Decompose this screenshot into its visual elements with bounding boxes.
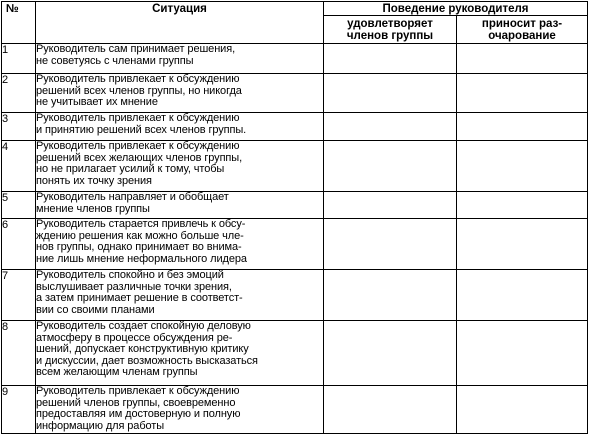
row-number: 2 (2, 74, 36, 113)
situation-text (36, 192, 324, 219)
situation-line: Руководитель старается привлечь к обсу- (36, 218, 246, 230)
disappoints-cell[interactable] (457, 44, 588, 74)
satisfies-cell[interactable] (324, 141, 457, 192)
header-satisfies-line-1: удовлетворяет (347, 18, 433, 30)
situation-line: шений, допускает конструктивную критику (36, 343, 249, 356)
row-number: 1 (2, 44, 36, 74)
row-number: 3 (2, 113, 36, 141)
satisfies-cell[interactable] (324, 386, 457, 434)
situation-line: Руководитель создает спокойную деловую (36, 320, 251, 332)
situation-line: Руководитель привлекает к обсуждению (36, 385, 240, 397)
situation-line: Руководитель спокойно и без эмоций (36, 269, 224, 281)
table-row (2, 386, 588, 434)
situation-text (36, 141, 324, 192)
situation-line: выслушивает различные точки зрения, (36, 280, 232, 293)
situation-line: понять их точку зрения (36, 174, 152, 187)
disappoints-cell[interactable] (457, 74, 588, 113)
situation-line: решений всех членов группы, но никогда (36, 84, 242, 97)
row-number: 8 (2, 321, 36, 386)
leader-behavior-table (1, 1, 588, 434)
situation-line: не советуясь с членами группы (36, 54, 194, 67)
disappoints-cell[interactable] (457, 321, 588, 386)
situation-line: не учитывает их мнение (36, 96, 158, 109)
header-leader-behavior: Поведение руководителя (324, 2, 588, 16)
satisfies-cell[interactable] (324, 113, 457, 141)
situation-line: Руководитель привлекает к обсуждению (36, 112, 240, 124)
disappoints-cell[interactable] (457, 192, 588, 219)
satisfies-cell[interactable] (324, 74, 457, 113)
table-row (2, 74, 588, 113)
satisfies-cell[interactable] (324, 321, 457, 386)
disappoints-cell[interactable] (457, 113, 588, 141)
situation-line: решений всех желающих членов группы, (36, 151, 243, 164)
situation-line: нов группы, однако принимает во внима- (36, 241, 242, 254)
row-number: 6 (2, 219, 36, 270)
situation-line: атмосферу в процессе обсуждения ре- (36, 331, 233, 344)
situation-line: вии со своими планами (36, 303, 155, 316)
situation-line: Руководитель сам принимает решения, (36, 43, 236, 55)
row-number: 9 (2, 386, 36, 434)
table-row (2, 141, 588, 192)
header-satisfies-line-2: членов группы (346, 30, 434, 42)
situation-line: всем желающим членам группы (36, 366, 198, 379)
situation-line: ждению решения как можно больше чле- (36, 229, 244, 242)
header-disappoints (457, 16, 588, 44)
situation-text (36, 386, 324, 434)
header-disappoints-line-1: приносит раз- (481, 18, 563, 30)
row-number: 7 (2, 270, 36, 321)
situation-text (36, 270, 324, 321)
situation-line: Руководитель привлекает к обсуждению (36, 140, 240, 152)
situation-line: Руководитель привлекает к обсуждению (36, 73, 240, 85)
disappoints-cell[interactable] (457, 386, 588, 434)
situation-line: Руководитель направляет и обобщает (36, 191, 229, 203)
table-row (2, 113, 588, 141)
satisfies-cell[interactable] (324, 192, 457, 219)
table-row (2, 321, 588, 386)
row-number: 4 (2, 141, 36, 192)
situation-line: а затем принимает решение в соответст- (36, 292, 243, 305)
satisfies-cell[interactable] (324, 219, 457, 270)
header-number: № (2, 2, 36, 44)
satisfies-cell[interactable] (324, 44, 457, 74)
situation-text (36, 321, 324, 386)
situation-text (36, 44, 324, 74)
header-situation: Ситуация (36, 2, 324, 44)
situation-line: решений членов группы, своевременно (36, 396, 236, 409)
situation-line: и дискуссии, дает возможность высказаться (36, 354, 258, 367)
satisfies-cell[interactable] (324, 270, 457, 321)
disappoints-cell[interactable] (457, 219, 588, 270)
table-row (2, 44, 588, 74)
situation-line: ние лишь мнение неформального лидера (36, 252, 247, 265)
situation-line: и принятию решений всех членов группы. (36, 123, 247, 136)
header-disappoints-line-2: очарование (488, 30, 556, 42)
table-row (2, 270, 588, 321)
situation-line: информацию для работы (36, 419, 165, 432)
situation-text (36, 74, 324, 113)
situation-line: мнение членов группы (36, 202, 150, 215)
table-row (2, 219, 588, 270)
table-row (2, 192, 588, 219)
situation-text (36, 219, 324, 270)
situation-text (36, 113, 324, 141)
situation-line: но не прилагает усилий к тому, чтобы (36, 163, 225, 176)
disappoints-cell[interactable] (457, 141, 588, 192)
header-satisfies (324, 16, 457, 44)
row-number: 5 (2, 192, 36, 219)
disappoints-cell[interactable] (457, 270, 588, 321)
situation-line: предоставляя им достоверную и полную (36, 408, 241, 421)
